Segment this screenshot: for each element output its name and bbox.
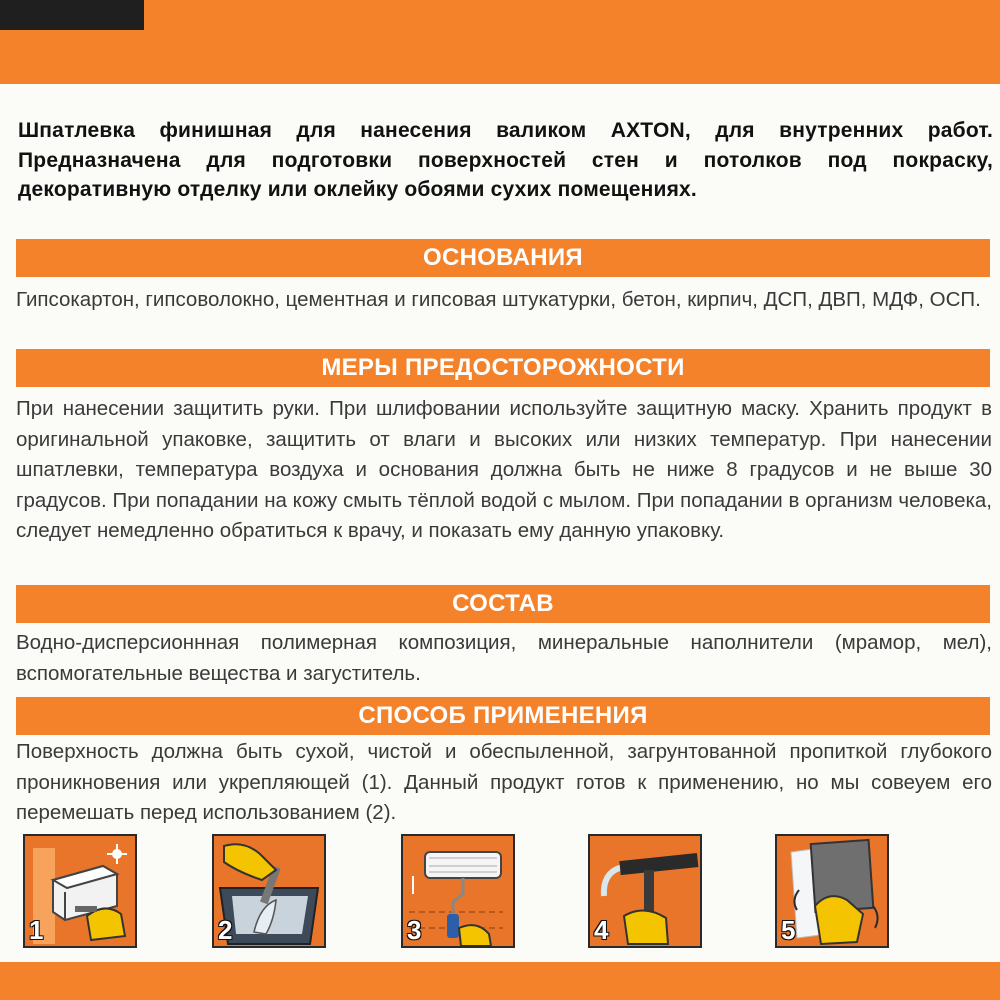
section-header-precautions: МЕРЫ ПРЕДОСТОРОЖНОСТИ xyxy=(16,349,990,387)
section-header-composition: СОСТАВ xyxy=(16,585,990,623)
top-orange-band xyxy=(0,0,1000,84)
product-description: Шпатлевка финишная для нанесения валиком AXTON, для внутренних работ. Предназначена для подготовки поверхностей стен и потолков под покраску, декоративную отделку или оклейку обоями сухих помещениях. xyxy=(18,119,993,201)
step-1 xyxy=(23,834,137,948)
step-number: 1 xyxy=(29,915,44,945)
step-4 xyxy=(588,834,702,948)
dark-corner-block xyxy=(0,0,144,30)
step-number: 2 xyxy=(218,915,233,945)
step-number: 5 xyxy=(781,915,796,945)
section-text-precautions: При нанесении защитить руки. При шлифовании используйте защитную маску. Хранить продукт в оригинальной упаковке, защитить от влаги и высоких или низких температур. При нанесении шпатлевки, температура воздуха и основания должна быть не ниже 8 градусов и не выше 30 градусов. При попадании на кожу смыть тёплой водой с мылом. При попадании в организм человека, следует немедленно обратиться к врачу, и показать ему данную упаковку. xyxy=(16,397,992,542)
step-3 xyxy=(401,834,515,948)
step-number: 4 xyxy=(594,915,609,945)
bottom-orange-band xyxy=(0,962,1000,1000)
section-header-bases: ОСНОВАНИЯ xyxy=(16,239,990,277)
section-text-bases: Гипсокартон, гипсоволокно, цементная и гипсовая штукатурки, бетон, кирпич, ДСП, ДВП, МДФ, ОСП. xyxy=(16,288,981,311)
step-number: 3 xyxy=(407,915,422,945)
step-2 xyxy=(212,834,326,948)
section-header-application: СПОСОБ ПРИМЕНЕНИЯ xyxy=(16,697,990,735)
section-text-composition: Водно-дисперсионнная полимерная композиция, минеральные наполнители (мрамор, мел), вспомогательные вещества и загуститель. xyxy=(16,631,992,685)
step-5 xyxy=(775,834,889,948)
section-text-application: Поверхность должна быть сухой, чистой и обеспыленной, загрунтованной пропиткой глубокого проникновения или укрепляющей (1). Данный продукт готов к применению, но мы совеуем его перемешать перед использованием (2). xyxy=(16,740,992,824)
application-steps xyxy=(0,834,1000,946)
